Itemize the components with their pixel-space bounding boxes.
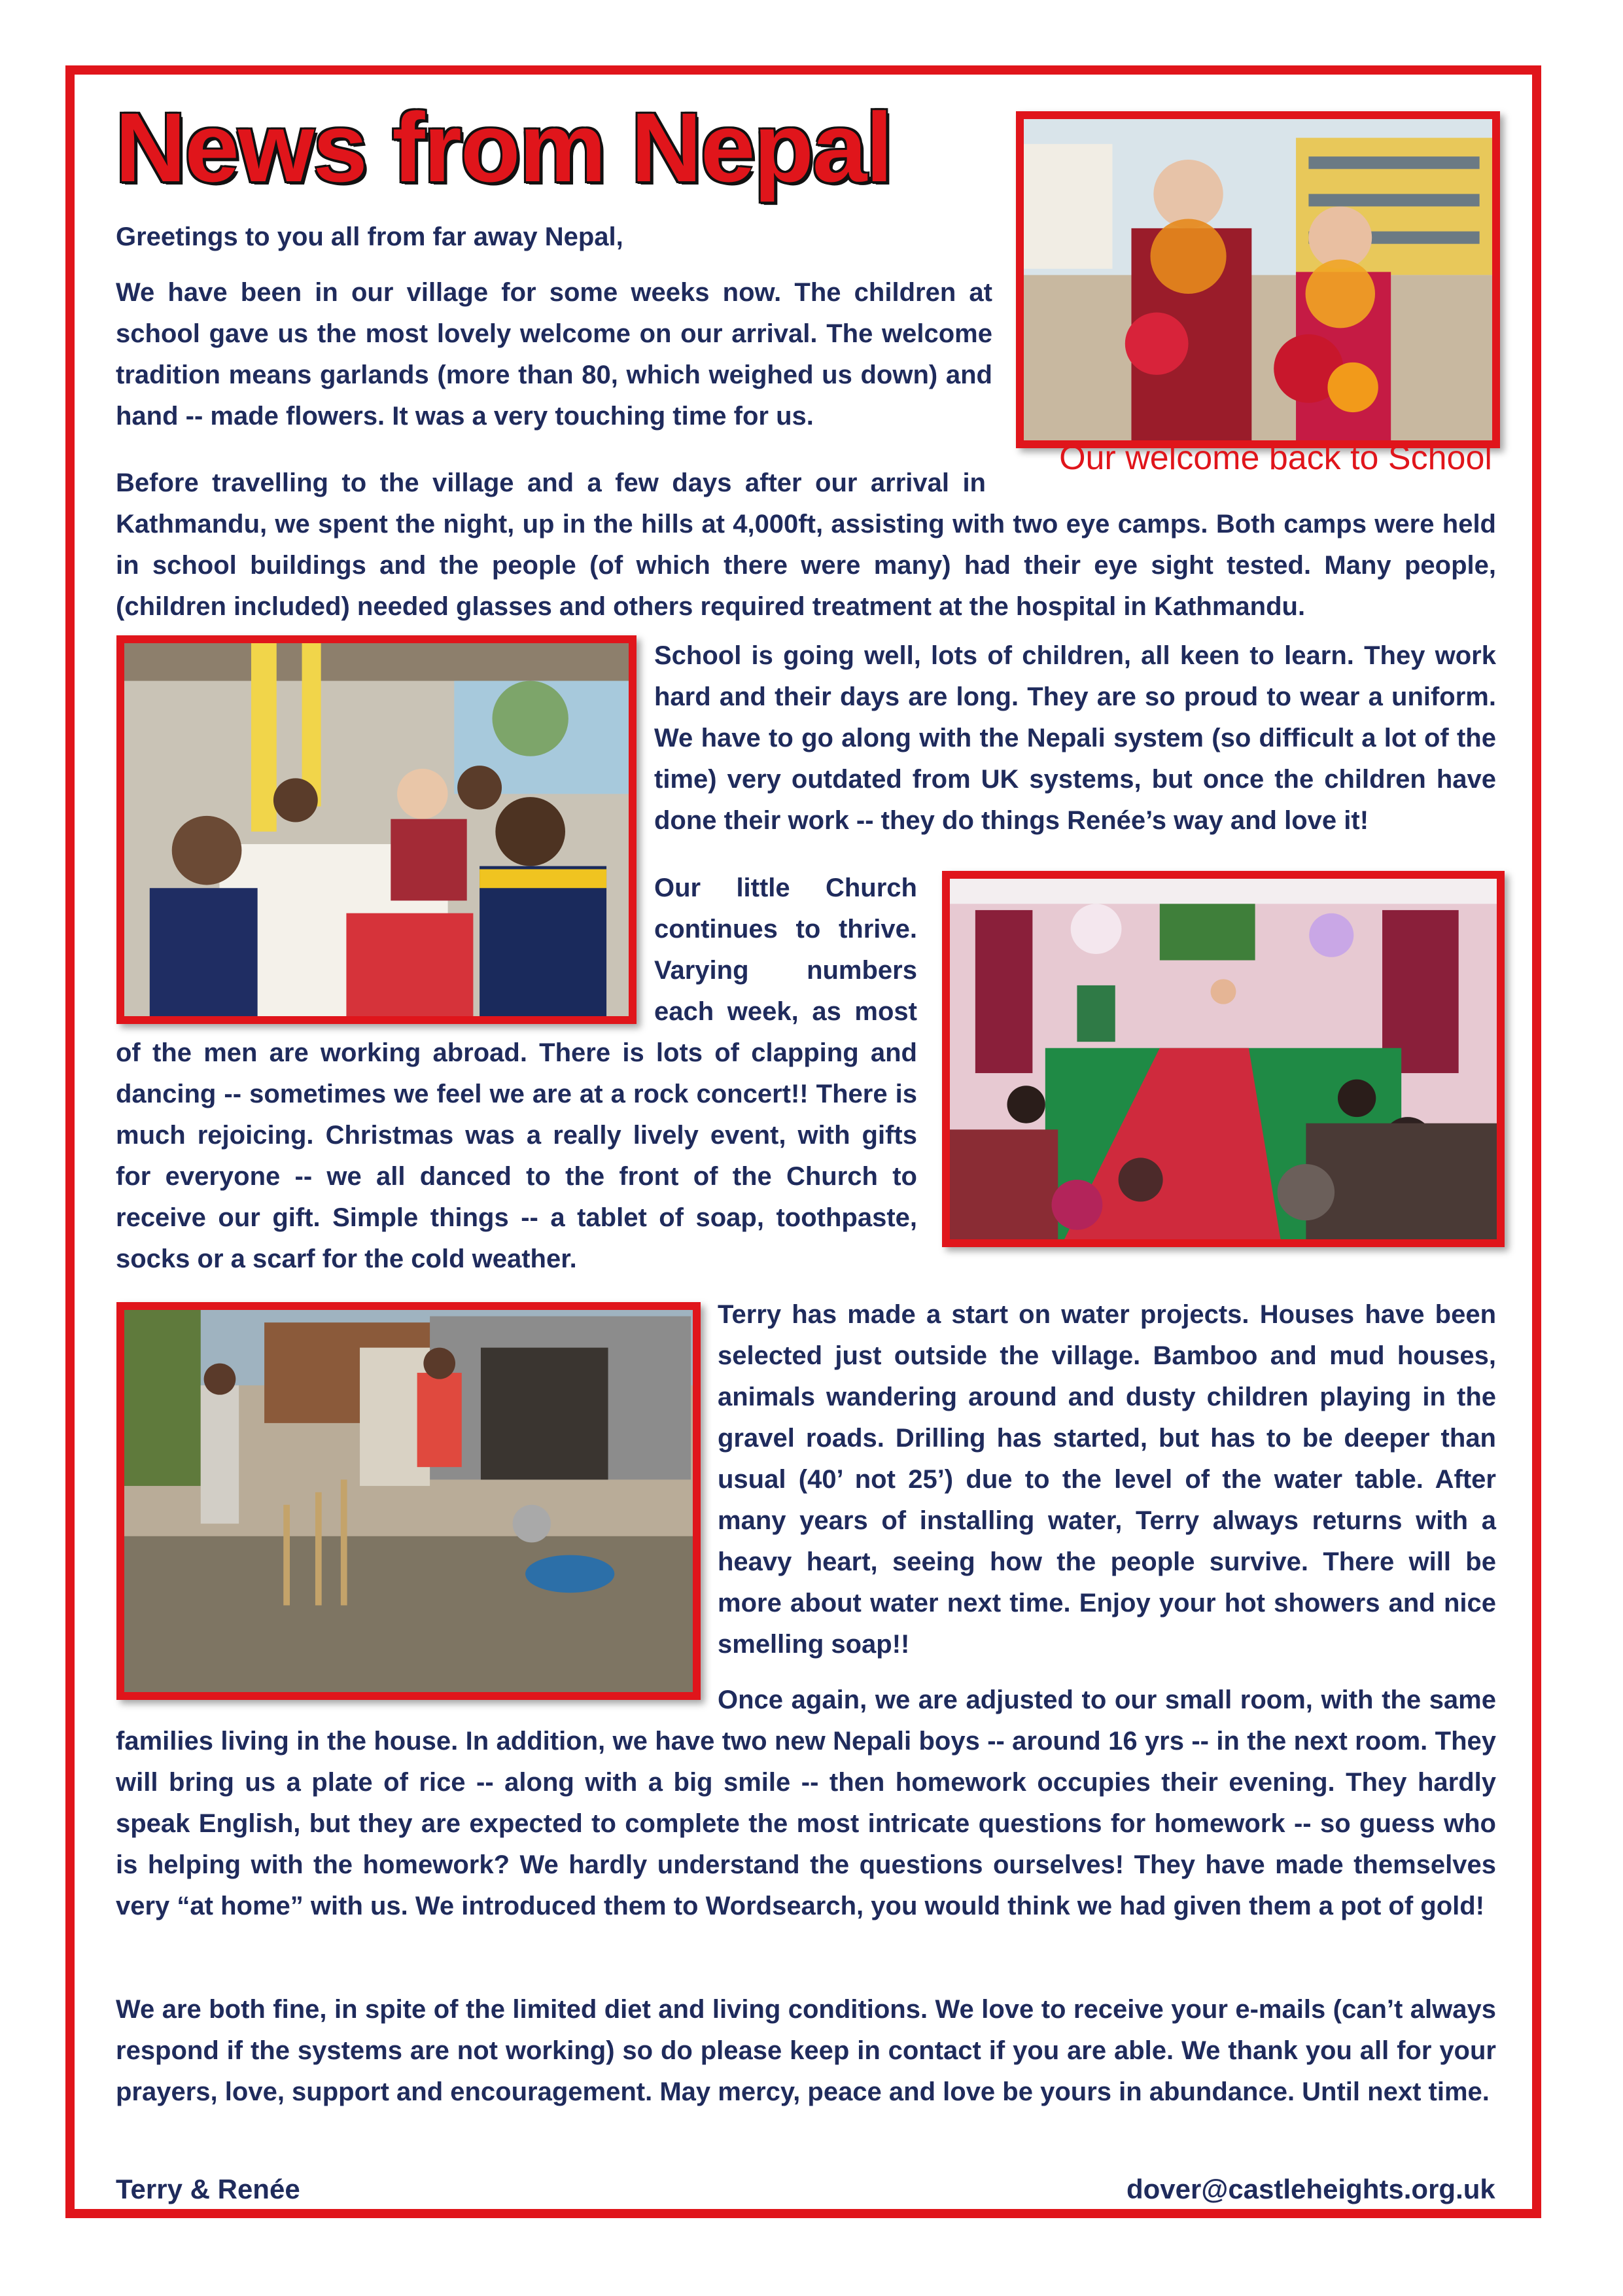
page-title: News from Nepal	[115, 92, 892, 202]
room-block	[116, 1680, 1496, 1927]
contact-email[interactable]: dover@castleheights.org.uk	[1126, 2174, 1495, 2204]
eye-camps-text: Before travelling to the village and a few days after our arrival in Kathmandu, we spent the night, up in the hills at 4,000ft, assisting with two eye camps. Both camps were held in school buildings and the people (of which there were many) had their eye sight tested. Many people, (children included) needed glasses and others required treatment at the hospital in Kathmandu.	[116, 468, 1496, 621]
eye-camps-block	[116, 463, 1496, 627]
signature: Terry & Renée	[116, 2174, 300, 2204]
greeting-text: Greetings to you all from far away Nepal,	[116, 222, 623, 251]
room-text: Once again, we are adjusted to our small room, with the same families living in the house. In addition, we have two new Nepali boys -- around 16 yrs -- in the next room. They will bring us a plate of rice -- along with a big smile -- then homework occupies their evening. They hardly speak English, but they are expected to complete the most intricate questions for homework -- so guess who is helping with the homework? We hardly understand the questions ourselves! They have made themselves very “at home” with us. We introduced them to Wordsearch, you would think we had given them a pot of gold!	[116, 1686, 1496, 1920]
classroom-photo-spacer	[116, 868, 654, 1033]
church-block	[116, 868, 917, 1280]
closing-text: We are both fine, in spite of the limited diet and living conditions. We love to receive your e-mails (can’t always respond if the systems are not working) so do please keep in contact if you are able. We thank you all for your prayers, love, support and encouragement. May mercy, peace and love be yours in abundance. Until next time.	[116, 1995, 1496, 2106]
school-text: School is going well, lots of children, all keen to learn. They work hard and their days are long. They are so proud to wear a uniform. We have to go along with the Nepali system (so difficult a lot of the time) very outdated from UK systems, but once the children have done their work -- they do things Renée’s way and love it!	[654, 641, 1496, 835]
water-project-photo	[116, 1302, 701, 1700]
church-photo	[942, 871, 1505, 1247]
arrival-text: We have been in our village for some weeks now. The children at school gave us the most lovely welcome on our arrival. The welcome tradition means garlands (more than 80, which weighed us down) and hand -- made flowers. It was a very touching time for us.	[116, 278, 992, 431]
water-photo-spacer	[116, 1680, 718, 1721]
caption-spacer	[986, 463, 1496, 504]
water-text: Terry has made a start on water projects. Houses have been selected just outside the village. Bamboo and mud houses, animals wandering around and dusty children playing in the gravel roads. Drilling has started, but has to be deeper than usual (40’ not 25’) due to the level of the water table. After many years of installing water, Terry always returns with a heavy heart, seeing how the people survive. There will be more about water next time. Enjoy your hot showers and nice smelling soap!!	[718, 1300, 1496, 1659]
welcome-photo	[1016, 111, 1500, 448]
church-text: Our little Church continues to thrive. Varying numbers each week, as most of the men are working abroad. There is lots of clapping and dancing -- sometimes we feel we are at a rock concert!! There is much rejoicing. Christmas was a really lively event, with gifts for everyone -- we all danced to the front of the Church to receive our gift. Simple things -- a tablet of soap, toothpaste, socks or a scarf for the cold weather.	[116, 874, 917, 1273]
welcome-caption: Our welcome back to School	[1059, 439, 1492, 477]
